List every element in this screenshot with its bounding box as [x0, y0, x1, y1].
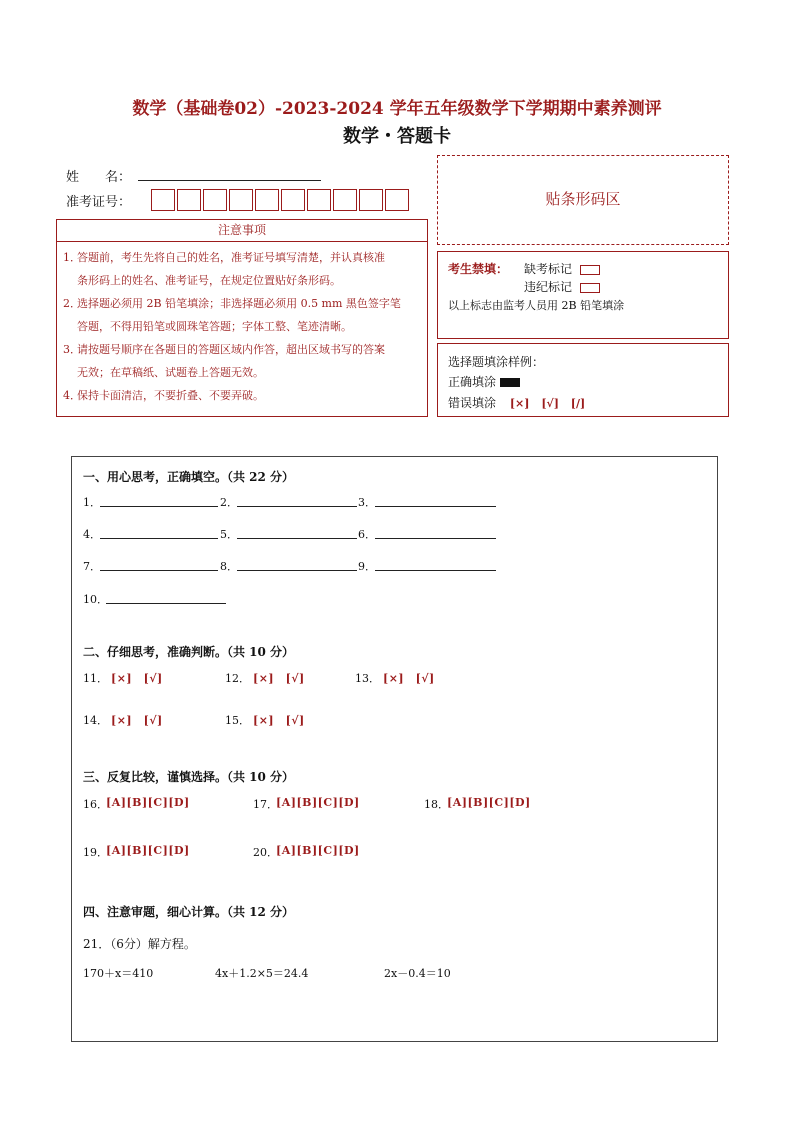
q16-options[interactable]: [A][B][C][D]	[106, 796, 190, 809]
equation-3: 2x－0.4＝10	[384, 967, 451, 980]
q13-number: 13．	[355, 672, 380, 685]
exam-id-digit-box[interactable]	[333, 189, 357, 211]
q13-options[interactable]: [×] [√]	[383, 672, 435, 685]
q2-answer-line[interactable]	[237, 494, 357, 507]
notice-item-text: 条形码上的姓名、准考证号，在规定位置贴好条形码。	[77, 274, 341, 287]
notice-item-number: 2．	[63, 297, 81, 310]
notice-item-line	[63, 292, 427, 315]
q11-options[interactable]: [×] [√]	[111, 672, 163, 685]
section2-title: 二、仔细思考，准确判断。（共 10 分）	[83, 645, 295, 659]
answer-area	[71, 456, 718, 1042]
q6-answer-line[interactable]	[375, 526, 496, 539]
q19-options[interactable]: [A][B][C][D]	[106, 844, 190, 857]
q2-number: 2．	[220, 496, 238, 509]
exam-id-digit-box[interactable]	[177, 189, 201, 211]
barcode-label: 贴条形码区	[545, 190, 621, 208]
q9-answer-line[interactable]	[375, 558, 496, 571]
exam-id-boxes	[151, 189, 411, 211]
q12-options[interactable]: [×] [√]	[253, 672, 305, 685]
q6-number: 6．	[358, 528, 376, 541]
q10-number: 10．	[83, 593, 108, 606]
q10-answer-line[interactable]	[106, 591, 226, 604]
q19-number: 19．	[83, 846, 108, 859]
notice-panel	[56, 242, 428, 417]
notice-item-line	[63, 384, 427, 407]
notice-item-text: 答题，不得用铅笔或圆珠笔答题；字体工整、笔迹清晰。	[77, 320, 352, 333]
wrong-fill	[448, 394, 585, 411]
notice-item-text: 答题前，考生先将自己的姓名，准考证号填写清楚，并认真核准	[77, 251, 385, 264]
section4-title: 四、注意审题，细心计算。（共 12 分）	[83, 905, 295, 919]
forbidden-label: 考生禁填：	[448, 262, 509, 276]
q8-answer-line[interactable]	[237, 558, 357, 571]
name-label: 姓 名：	[66, 170, 132, 185]
notice-item-number: 1．	[63, 251, 81, 264]
fill-example-panel	[437, 343, 729, 417]
exam-id-digit-box[interactable]	[203, 189, 227, 211]
page-subtitle: 数学・答题卡	[343, 126, 451, 147]
q1-answer-line[interactable]	[100, 494, 218, 507]
q20-options[interactable]: [A][B][C][D]	[276, 844, 360, 857]
q7-answer-line[interactable]	[100, 558, 218, 571]
wrong-fill-label: 错误填涂	[448, 396, 497, 410]
q15-options[interactable]: [×] [√]	[253, 714, 305, 727]
q18-options[interactable]: [A][B][C][D]	[447, 796, 531, 809]
q3-number: 3．	[358, 496, 376, 509]
missing-mark	[524, 260, 600, 277]
wrong-mark-cross: [×]	[509, 397, 530, 410]
q18-number: 18．	[424, 798, 449, 811]
page-title: 数学（基础卷02）-2023-2024 学年五年级数学下学期期中素养测评	[132, 99, 662, 119]
exam-id-digit-box[interactable]	[281, 189, 305, 211]
notice-item-line	[63, 246, 427, 269]
missing-mark-label: 缺考标记	[524, 262, 573, 276]
notice-item	[63, 246, 427, 292]
q20-number: 20．	[253, 846, 278, 859]
exam-id-label: 准考证号：	[66, 195, 132, 210]
violation-mark-box[interactable]	[580, 283, 600, 293]
fill-example-title: 选择题填涂样例：	[448, 355, 545, 369]
missing-mark-box[interactable]	[580, 265, 600, 275]
q4-answer-line[interactable]	[100, 526, 218, 539]
q9-number: 9．	[358, 560, 376, 573]
correct-fill	[448, 373, 520, 390]
notice-item-text: 选择题必须用 2B 铅笔填涂；非选择题必须用 0.5 mm 黑色签字笔	[77, 297, 401, 310]
notice-item-text: 保持卡面清洁，不要折叠、不要弄破。	[77, 389, 264, 402]
correct-fill-label: 正确填涂	[448, 375, 497, 389]
q7-number: 7．	[83, 560, 101, 573]
q12-number: 12．	[225, 672, 250, 685]
equation-1: 170＋x＝410	[83, 967, 154, 980]
filled-block-icon	[500, 378, 520, 387]
notice-header: 注意事项	[56, 219, 428, 242]
notice-item	[63, 338, 427, 384]
name-field[interactable]	[138, 166, 321, 181]
q3-answer-line[interactable]	[375, 494, 496, 507]
forbidden-note: 以上标志由监考人员用 2B 铅笔填涂	[448, 299, 625, 312]
q8-number: 8．	[220, 560, 238, 573]
exam-id-digit-box[interactable]	[255, 189, 279, 211]
q5-answer-line[interactable]	[237, 526, 357, 539]
notice-item-text: 请按题号顺序在各题目的答题区域内作答，超出区域书写的答案	[77, 343, 385, 356]
notice-item	[63, 384, 427, 407]
q16-number: 16．	[83, 798, 108, 811]
notice-item-number: 3．	[63, 343, 81, 356]
exam-id-digit-box[interactable]	[151, 189, 175, 211]
q17-number: 17．	[253, 798, 278, 811]
notice-item-text: 无效；在草稿纸、试题卷上答题无效。	[77, 366, 264, 379]
exam-id-digit-box[interactable]	[385, 189, 409, 211]
notice-item-line	[63, 338, 427, 361]
q15-number: 15．	[225, 714, 250, 727]
notice-item-number: 4．	[63, 389, 81, 402]
q11-number: 11．	[83, 672, 108, 685]
exam-id-digit-box[interactable]	[229, 189, 253, 211]
q4-number: 4．	[83, 528, 101, 541]
q17-options[interactable]: [A][B][C][D]	[276, 796, 360, 809]
violation-mark-label: 违纪标记	[524, 280, 573, 294]
wrong-mark-check: [√]	[541, 397, 559, 410]
exam-id-digit-box[interactable]	[359, 189, 383, 211]
equation-2: 4x＋1.2×5＝24.4	[215, 967, 309, 980]
section3-title: 三、反复比较，谨慎选择。（共 10 分）	[83, 770, 295, 784]
wrong-mark-slash: [/]	[570, 397, 586, 410]
forbidden-panel	[437, 251, 729, 339]
violation-mark	[524, 278, 600, 295]
q5-number: 5．	[220, 528, 238, 541]
q1-number: 1．	[83, 496, 101, 509]
section1-title: 一、用心思考，正确填空。（共 22 分）	[83, 470, 295, 484]
q14-number: 14．	[83, 714, 108, 727]
barcode-area	[437, 155, 729, 245]
notice-item	[63, 292, 427, 338]
q21-title: 21．（6分）解方程。	[83, 937, 196, 951]
q14-options[interactable]: [×] [√]	[111, 714, 163, 727]
exam-id-digit-box[interactable]	[307, 189, 331, 211]
